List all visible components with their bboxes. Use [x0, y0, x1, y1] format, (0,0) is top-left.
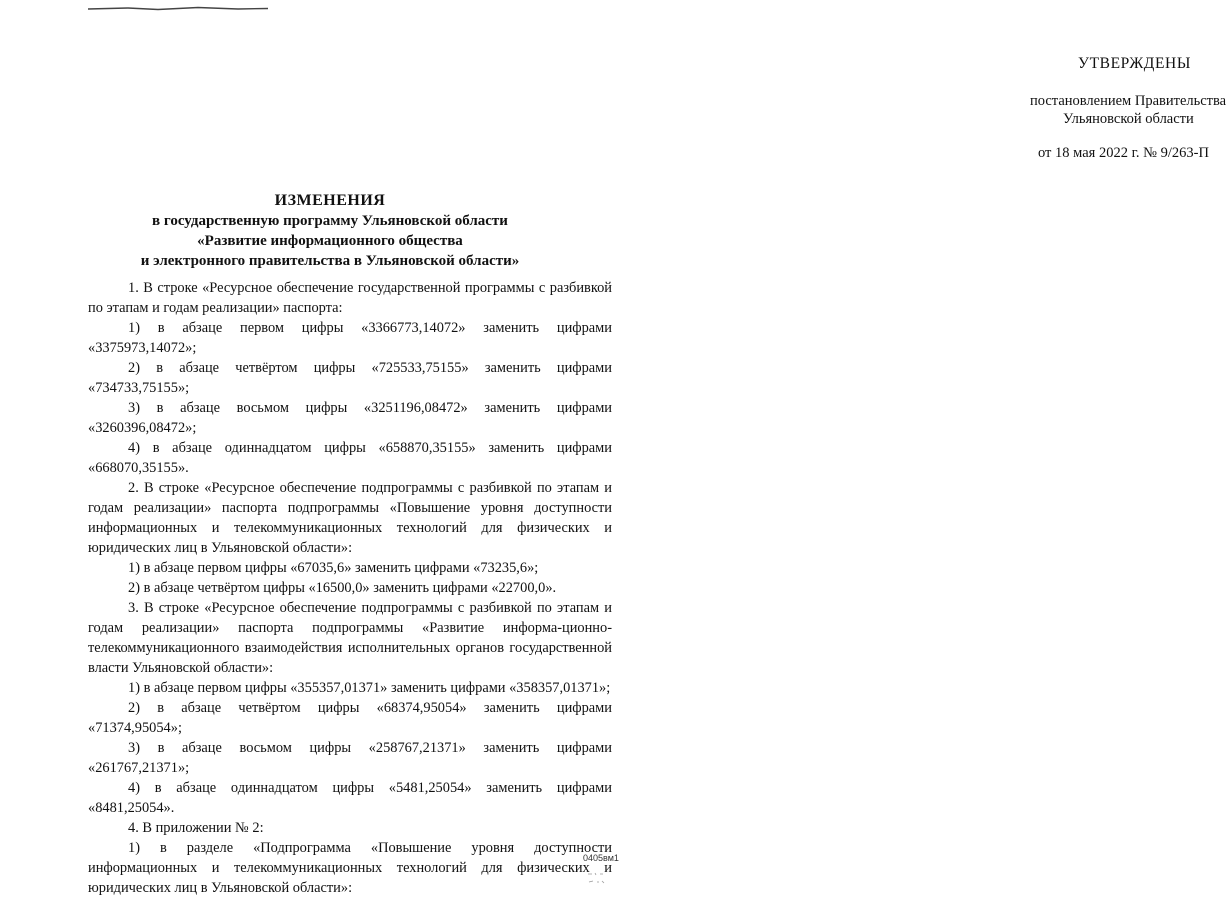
- paragraph-1-2: 2) в абзаце четвёртом цифры «725533,75155» заменить цифрами «734733,75155»;: [88, 360, 612, 396]
- approved-title: УТВЕРЖДЕНЫ: [1078, 55, 1191, 72]
- paragraph-4-1: 1) в разделе «Подпрограмма «Повышение уровня доступности информационных и телекоммуникационных технологий для физических и юридических лиц в Ульяновской области»:: [88, 840, 612, 896]
- paragraph-3-1: 1) в абзаце первом цифры «355357,01371» заменить цифрами «358357,01371»;: [128, 680, 611, 696]
- scan-noise-mark: [586, 870, 608, 890]
- paragraph-3: 3. В строке «Ресурсное обеспечение подпрограммы с разбивкой по этапам и годам реализации» паспорта подпрограммы «Развитие информа-ционно-телекоммуникационного взаимодействия исполнительных органов государственной власти Ульяновской области»:: [88, 600, 612, 676]
- heading-line-2: «Развитие информационного общества: [197, 233, 463, 249]
- paragraph-1-4: 4) в абзаце одиннадцатом цифры «658870,35155» заменить цифрами «668070,35155».: [88, 440, 612, 476]
- approval-line-1: постановлением Правительства: [1030, 93, 1226, 109]
- scan-artifact-mark: [88, 6, 268, 12]
- paragraph-4: 4. В приложении № 2:: [128, 820, 264, 836]
- approval-date-number: от 18 мая 2022 г. № 9/263-П: [1038, 145, 1209, 161]
- paragraph-1-3: 3) в абзаце восьмом цифры «3251196,08472» заменить цифрами «3260396,08472»;: [88, 400, 612, 436]
- approval-line-2: Ульяновской области: [1063, 111, 1194, 127]
- heading-line-1: в государственную программу Ульяновской области: [152, 213, 508, 229]
- document-heading: [100, 191, 560, 271]
- heading-line-3: и электронного правительства в Ульяновской области»: [140, 253, 520, 269]
- paragraph-3-4: 4) в абзаце одиннадцатом цифры «5481,25054» заменить цифрами «8481,25054».: [88, 780, 612, 816]
- paragraph-1-1: 1) в абзаце первом цифры «3366773,14072» заменить цифрами «3375973,14072»;: [88, 320, 612, 356]
- document-body: [88, 278, 612, 898]
- paragraph-3-2: 2) в абзаце четвёртом цифры «68374,95054» заменить цифрами «71374,95054»;: [88, 700, 612, 736]
- paragraph-3-3: 3) в абзаце восьмом цифры «258767,21371» заменить цифрами «261767,21371»;: [88, 740, 612, 776]
- paragraph-2: 2. В строке «Ресурсное обеспечение подпрограммы с разбивкой по этапам и годам реализации» паспорта подпрограммы «Повышение уровня доступности информационных и телекоммуникационных технологий для физических и юридических лиц в Ульяновской области»:: [88, 480, 612, 556]
- paragraph-2-1: 1) в абзаце первом цифры «67035,6» заменить цифрами «73235,6»;: [128, 560, 539, 576]
- heading-title: ИЗМЕНЕНИЯ: [274, 192, 386, 209]
- footer-document-code: 0405вм1: [583, 853, 619, 863]
- paragraph-2-2: 2) в абзаце четвёртом цифры «16500,0» заменить цифрами «22700,0».: [128, 580, 557, 596]
- paragraph-1: 1. В строке «Ресурсное обеспечение государственной программы с разбивкой по этапам и годам реализации» паспорта:: [88, 280, 612, 316]
